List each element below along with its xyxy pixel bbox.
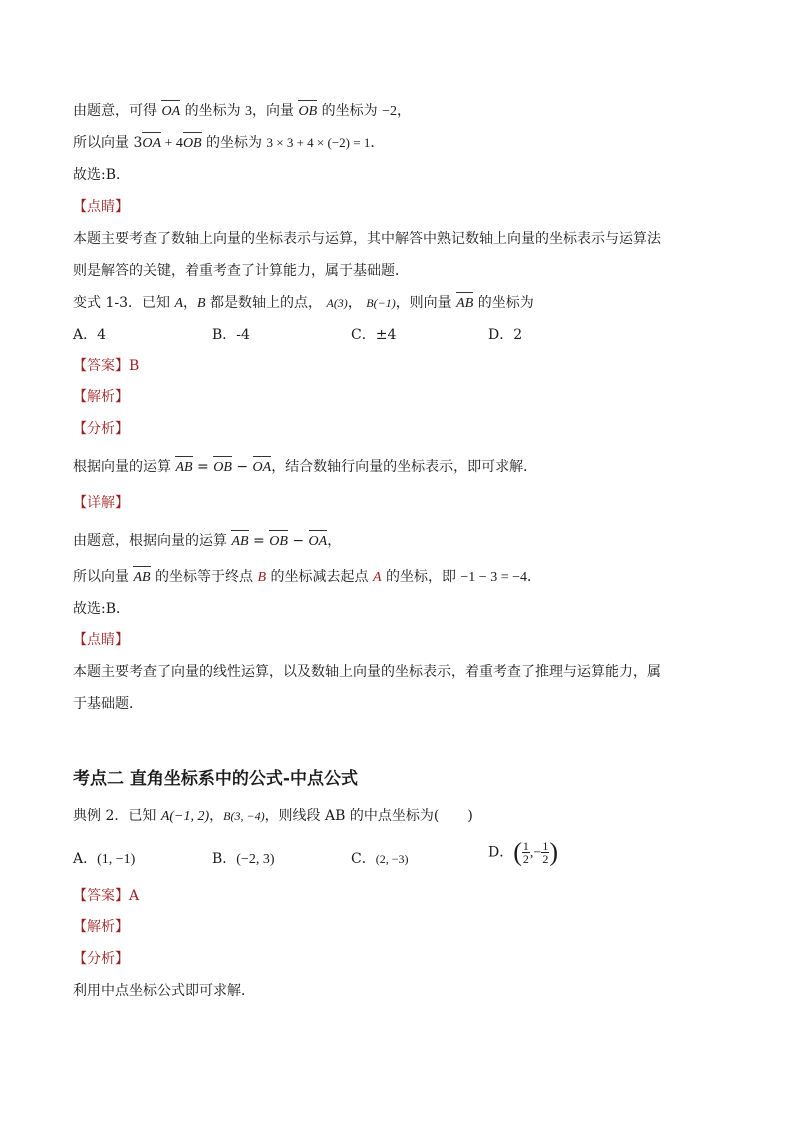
xiangjie-tag: 【详解】 <box>73 495 129 511</box>
dianjing-tag-1: 【点睛】 <box>73 199 129 215</box>
ex2-option-b-label: B． <box>212 851 237 867</box>
answer-value: B <box>129 358 140 374</box>
line-6: 则是解答的关键，着重考查了计算能力，属于基础题． <box>73 263 409 279</box>
fenxi-tag-2: 【分析】 <box>73 951 129 967</box>
point-b: B <box>257 570 267 585</box>
ex2-option-c <box>351 850 408 868</box>
line-3: 故选:B． <box>73 167 131 183</box>
ex2-option-a <box>73 850 135 869</box>
vector-ab: AB <box>133 570 151 585</box>
vector-ob: OB <box>298 104 318 119</box>
line-10 <box>73 568 541 587</box>
answer-2-tag: 【答案】 <box>73 888 129 904</box>
variant-mid: 都是数轴上的点， <box>205 295 323 311</box>
example-2 <box>73 807 473 826</box>
ex2-option-d: D．( $\frac{1}{2}$ ,− $\frac{1}{2}$ ) <box>488 837 558 867</box>
line-10-mid3: 的坐标，即 <box>381 569 461 585</box>
option-d: D．2 <box>488 327 523 343</box>
line-14: 于基础题． <box>73 696 143 712</box>
line-2-math: 3 × 3 + 4 × (−2) = 1 <box>266 135 371 150</box>
fraction-2: $\frac{1}{2}$ <box>542 839 549 866</box>
line-2-suffix: 的坐标为 <box>201 135 267 151</box>
line-8: 根据向量的运算 AB = OB − OA，结合数轴行向量的坐标表示，即可求解． <box>73 459 538 475</box>
point-b: B <box>197 296 206 311</box>
option-b: B．-4 <box>212 327 250 343</box>
vector-oa: OA <box>161 104 181 119</box>
variant-1-3: 变式 1-3．已知 A，B 都是数轴上的点， A(3)， B(−1)，则向量 AB 的坐标为 <box>73 295 534 311</box>
jiexi-tag-2: 【解析】 <box>73 919 129 935</box>
point-b-coord: B(−1) <box>366 296 396 310</box>
answer-1 <box>73 357 139 375</box>
answer-2 <box>73 887 139 905</box>
section-title: 考点二 直角坐标系中的公式-中点公式 <box>73 769 358 789</box>
ex2-option-a-label: A． <box>73 851 98 867</box>
line-2-mid: + 4 <box>161 136 183 151</box>
line-9: 由题意，根据向量的运算 AB = OB − OA， <box>73 533 342 549</box>
example-2-suffix: ，则线段 AB 的中点坐标为( ) <box>264 808 473 824</box>
vector-ob: OB <box>182 136 202 151</box>
line-13: 本题主要考查了向量的线性运算，以及数轴上向量的坐标表示，着重考查了推理与运算能力，属 <box>73 664 661 680</box>
point-a: A <box>372 570 382 585</box>
variant-prefix: 变式 1-3．已知 <box>73 295 175 311</box>
variant-tail: 的坐标为 <box>473 295 534 311</box>
fenxi-tag-1: 【分析】 <box>73 421 129 437</box>
answer-tag: 【答案】 <box>73 358 129 374</box>
line-2-prefix: 所以向量 3 <box>73 135 143 151</box>
line-10-end: ． <box>527 569 541 585</box>
vector-ab: AB <box>231 534 249 549</box>
vector-ob: OB <box>269 534 288 549</box>
ex2-option-a-value: (1, −1) <box>97 852 136 867</box>
line-8-prefix: 根据向量的运算 <box>73 459 176 475</box>
ex2-option-b-value: (−2, 3) <box>236 852 275 867</box>
line-9-suffix: ， <box>327 533 342 549</box>
point-a-coord: A(3) <box>326 296 348 310</box>
jiexi-tag-1: 【解析】 <box>73 389 129 405</box>
fraction-1: $\frac{1}{2}$ <box>522 839 529 866</box>
vector-ab: AB <box>456 296 474 311</box>
last-line: 利用中点坐标公式即可求解． <box>73 983 255 999</box>
dianjing-tag-2: 【点睛】 <box>73 632 129 648</box>
ex2-option-c-label: C． <box>351 851 376 867</box>
ex2-option-c-value: (2, −3) <box>375 852 409 866</box>
example-2-point-a: A(−1, 2) <box>160 809 210 824</box>
line-9-prefix: 由题意，根据向量的运算 <box>73 533 232 549</box>
example-2-prefix: 典例 2．已知 <box>73 808 161 824</box>
vector-ab: AB <box>175 460 193 475</box>
vector-oa: OA <box>252 460 272 475</box>
option-c: C．±4 <box>351 327 397 343</box>
line-2: 所以向量 3OA + 4OB 的坐标为 3 × 3 + 4 × (−2) = 1． <box>73 135 385 151</box>
line-10-math: −1 − 3 = −4 <box>460 570 527 585</box>
variant-sep: ， <box>183 295 198 311</box>
ex2-option-d-label: D． <box>488 844 514 861</box>
variant-suffix: ，则向量 <box>395 295 452 311</box>
line-10-prefix: 所以向量 <box>73 569 134 585</box>
example-2-point-b: B(3, −4) <box>223 809 265 823</box>
option-a: A．4 <box>73 327 107 343</box>
line-11: 故选:B． <box>73 601 131 617</box>
point-a: A <box>174 296 184 311</box>
vector-oa: OA <box>142 136 162 151</box>
line-1: 由题意，可得 OA 的坐标为 3，向量 OB 的坐标为 −2， <box>73 103 411 119</box>
line-10-mid1: 的坐标等于终点 <box>150 569 258 585</box>
example-2-sep: ， <box>209 808 224 824</box>
line-10-mid2: 的坐标减去起点 <box>266 569 373 585</box>
vector-ob: OB <box>213 460 232 475</box>
answer-2-value: A <box>129 888 140 904</box>
vector-oa: OA <box>308 534 328 549</box>
ex2-option-b <box>212 850 275 869</box>
line-8-suffix: ，结合数轴行向量的坐标表示，即可求解． <box>271 459 538 475</box>
line-5: 本题主要考查了数轴上向量的坐标表示与运算，其中解答中熟记数轴上向量的坐标表示与运算法 <box>73 231 661 247</box>
